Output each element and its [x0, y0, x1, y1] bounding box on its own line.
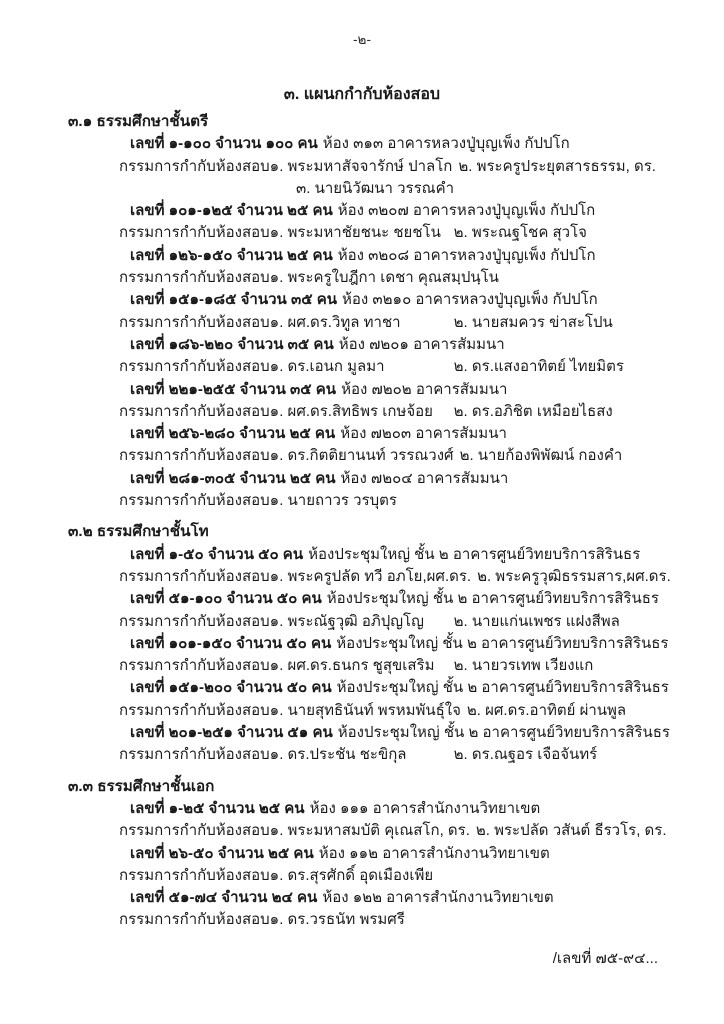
committee-line [0, 611, 724, 633]
exam-room-entry [0, 423, 724, 468]
seat-range: เลขที่ ๒๐๑-๒๕๑ จำนวน ๕๑ คน [130, 724, 333, 742]
room-location: ห้อง ๓๑๓ อาคารหลวงปู่บุญเพ็ง กัปปโก [322, 135, 570, 153]
continuation-note: /เลขที่ ๗๕-๙๔... [552, 949, 658, 967]
committee-line [0, 909, 724, 931]
exam-section [0, 776, 724, 932]
room-location: ห้อง ๓๒๐๘ อาคารหลวงปู่บุญเพ็ง กัปปโก [337, 246, 596, 264]
proctor-2: ๒. นายวรเทพ เวียงแก [453, 657, 594, 675]
proctor-2: ๒. พระครูประยุตสารธรรม, ดร. [458, 157, 656, 175]
proctor-1: ๑. ผศ.ดร.สิทธิพร เกษจ้อย [269, 402, 433, 420]
proctor-1: ๑. พระมหาชัยชนะ ชยชโน [269, 224, 441, 242]
exam-room-entry [0, 379, 724, 424]
seat-range-line [0, 843, 724, 865]
proctor-2: ๒. พระครูวุฒิธรรมสาร,ผศ.ดร. [477, 567, 671, 585]
committee-label: กรรมการกำกับห้องสอบ [119, 746, 270, 764]
seat-range: เลขที่ ๑-๑๐๐ จำนวน ๑๐๐ คน [130, 135, 318, 153]
exam-room-entry [0, 588, 724, 633]
seat-range: เลขที่ ๒๖-๕๐ จำนวน ๒๕ คน [130, 844, 314, 862]
proctor-1: ๑. พระณัฐวุฒิ อภิปุญโญ [269, 612, 424, 630]
document-title: ๓. แผนกกำกับห้องสอบ [283, 86, 441, 103]
proctor-1: ๑. ดร.เอนก มูลมา [269, 358, 385, 376]
seat-range-line [0, 200, 724, 222]
proctor-1: ๑. ผศ.ดร.วิทูล ทาชา [269, 313, 401, 331]
committee-label: กรรมการกำกับห้องสอบ [119, 567, 270, 585]
proctor-2: ๒. ดร.อภิชิต เหมือยไธสง [453, 402, 613, 420]
seat-range: เลขที่ ๑-๕๐ จำนวน ๕๐ คน [130, 545, 304, 563]
room-location: ห้องประชุมใหญ่ ชั้น ๒ อาคารศูนย์วิทยบริการสิรินธร [337, 724, 670, 742]
committee-label: กรรมการกำกับห้องสอบ [119, 701, 270, 719]
committee-line [0, 655, 724, 677]
exam-room-entry [0, 289, 724, 334]
proctor-2: ๒. พระณฐโชค สุวโจ [453, 224, 587, 242]
seat-range-line [0, 245, 724, 267]
seat-range-line [0, 334, 724, 356]
seat-range-line [0, 468, 724, 490]
proctor-2: ๒. นายแก่นเพชร แฝงสีพล [453, 612, 620, 630]
exam-room-entry [0, 798, 724, 843]
proctor-1: ๑. ดร.วรธนัท พรมศรี [269, 911, 405, 929]
exam-room-entry [0, 722, 724, 767]
section-heading: ๓.๒ ธรรมศึกษาชั้นโท [68, 523, 209, 541]
committee-label: กรรมการกำกับห้องสอบ [119, 657, 270, 675]
proctor-1: ๑. ดร.ประชัน ชะขิกุล [269, 746, 407, 764]
proctor-1: ๑. พระมหาสัจจารักษ์ ปาลโก [269, 157, 453, 175]
exam-section [0, 521, 724, 766]
room-location: ห้อง ๗๒๐๔ อาคารสัมมนา [340, 469, 509, 487]
seat-range: เลขที่ ๑๐๑-๑๕๐ จำนวน ๕๐ คน [130, 634, 332, 652]
exam-room-entry [0, 245, 724, 290]
seat-range: เลขที่ ๑๐๑-๑๒๕ จำนวน ๒๕ คน [130, 202, 333, 220]
exam-room-entry [0, 334, 724, 379]
committee-label: กรรมการกำกับห้องสอบ [119, 358, 270, 376]
seat-range-line [0, 588, 724, 610]
room-location: ห้องประชุมใหญ่ ชั้น ๒ อาคารศูนย์วิทยบริการสิรินธร [336, 634, 669, 652]
committee-line [0, 820, 724, 842]
room-location: ห้อง ๓๒๑๐ อาคารหลวงปู่บุญเพ็ง กัปปโก [342, 291, 598, 309]
proctor-1: ๑. ดร.กิตติยานนท์ วรรณวงศ์ [269, 447, 454, 465]
committee-line [0, 267, 724, 289]
proctor-2: ๒. ผศ.ดร.อาทิตย์ ผ่านพูล [466, 701, 627, 719]
proctor-1: ๑. ดร.สุรศักดิ์ อุดเมืองเพีย [269, 866, 434, 884]
room-location: ห้อง ๗๒๐๓ อาคารสัมมนา [340, 425, 507, 443]
committee-line [0, 156, 724, 178]
seat-range-line [0, 544, 724, 566]
section-entries [0, 133, 724, 512]
proctor-1: ๑. พระครูใบฎีกา เดชา คุณสมฺปนฺโน [269, 269, 499, 287]
exam-room-entry [0, 633, 724, 678]
seat-range-line [0, 677, 724, 699]
exam-room-entry [0, 133, 724, 200]
seat-range: เลขที่ ๒๘๑-๓๐๕ จำนวน ๒๕ คน [130, 469, 336, 487]
proctor-1: ๑. นายสุทธินันท์ พรหมพันธุ์ใจ [269, 701, 461, 719]
proctor-2: ๒. พระปลัด วสันต์ ธีรวโร, ดร. [475, 822, 667, 840]
room-location: ห้อง ๑๑๒ อาคารสำนักงานวิทยาเขต [318, 844, 550, 862]
proctor-3: ๓. นายนิวัฒนา วรรณคำ [296, 179, 455, 197]
proctor-1: ๑. พระครูปลัด ทวี อภโย,ผศ.ดร. [269, 567, 472, 585]
committee-line [0, 312, 724, 334]
seat-range: เลขที่ ๑๒๖-๑๕๐ จำนวน ๒๕ คน [130, 246, 333, 264]
seat-range: เลขที่ ๕๑-๗๔ จำนวน ๒๔ คน [130, 889, 318, 907]
room-location: ห้อง ๗๒๐๑ อาคารสัมมนา [338, 335, 505, 353]
section-entries [0, 544, 724, 767]
committee-line [0, 865, 724, 887]
committee-line [0, 744, 724, 766]
committee-line [0, 566, 724, 588]
exam-room-entry [0, 544, 724, 589]
seat-range: เลขที่ ๕๑-๑๐๐ จำนวน ๕๐ คน [130, 590, 322, 608]
proctor-2: ๒. ดร.ณฐอร เจือจันทร์ [453, 746, 598, 764]
committee-label: กรรมการกำกับห้องสอบ [119, 822, 270, 840]
seat-range: เลขที่ ๒๕๖-๒๘๐ จำนวน ๒๕ คน [130, 425, 336, 443]
committee-label: กรรมการกำกับห้องสอบ [119, 313, 270, 331]
room-location: ห้องประชุมใหญ่ ชั้น ๒ อาคารศูนย์วิทยบริการสิรินธร [336, 679, 669, 697]
proctor-2: ๒. ดร.แสงอาทิตย์ ไทยมิตร [453, 358, 624, 376]
seat-range-line [0, 798, 724, 820]
exam-room-entry [0, 843, 724, 888]
exam-section [0, 111, 724, 512]
seat-range-line [0, 423, 724, 445]
committee-line [0, 490, 724, 512]
room-location: ห้อง ๓๒๐๗ อาคารหลวงปู่บุญเพ็ง กัปปโก [337, 202, 596, 220]
proctor-3-line [0, 178, 724, 200]
seat-range-line [0, 289, 724, 311]
committee-line [0, 401, 724, 423]
seat-range-line [0, 722, 724, 744]
section-heading: ๓.๑ ธรรมศึกษาชั้นตรี [68, 113, 209, 130]
committee-line [0, 222, 724, 244]
committee-label: กรรมการกำกับห้องสอบ [119, 612, 270, 630]
section-heading: ๓.๓ ธรรมศึกษาชั้นเอก [68, 777, 215, 795]
committee-label: กรรมการกำกับห้องสอบ [119, 402, 270, 420]
committee-label: กรรมการกำกับห้องสอบ [119, 269, 270, 287]
committee-label: กรรมการกำกับห้องสอบ [119, 447, 270, 465]
committee-label: กรรมการกำกับห้องสอบ [119, 157, 270, 175]
seat-range: เลขที่ ๑๕๑-๒๐๐ จำนวน ๕๐ คน [130, 679, 332, 697]
proctor-2: ๒. นายก้องพิพัฒน์ กองคำ [459, 447, 623, 465]
seat-range: เลขที่ ๑-๒๕ จำนวน ๒๕ คน [130, 799, 305, 817]
committee-label: กรรมการกำกับห้องสอบ [119, 866, 270, 884]
exam-room-entry [0, 200, 724, 245]
room-location: ห้อง ๑๒๒ อาคารสำนักงานวิทยาเขต [322, 889, 554, 907]
committee-line [0, 356, 724, 378]
committee-label: กรรมการกำกับห้องสอบ [119, 224, 270, 242]
committee-label: กรรมการกำกับห้องสอบ [119, 911, 270, 929]
seat-range-line [0, 379, 724, 401]
seat-range: เลขที่ ๑๕๑-๑๘๕ จำนวน ๓๕ คน [130, 291, 338, 309]
proctor-1: ๑. นายถาวร วรบุตร [269, 492, 397, 510]
room-location: ห้องประชุมใหญ่ ชั้น ๒ อาคารศูนย์วิทยบริการสิรินธร [326, 590, 659, 608]
proctor-2: ๒. นายสมควร ข่าสะโปน [453, 313, 613, 331]
proctor-1: ๑. ผศ.ดร.ธนกร ชูสุขเสริม [269, 657, 435, 675]
section-entries [0, 798, 724, 932]
proctor-1: ๑. พระมหาสมบัติ คุเณสโก, ดร. [269, 822, 470, 840]
sections-container [0, 111, 724, 932]
seat-range-line [0, 633, 724, 655]
exam-room-entry [0, 887, 724, 932]
exam-room-entry [0, 468, 724, 513]
room-location: ห้องประชุมใหญ่ ชั้น ๒ อาคารศูนย์วิทยบริการสิรินธร [308, 545, 641, 563]
committee-line [0, 445, 724, 467]
exam-room-entry [0, 677, 724, 722]
seat-range: เลขที่ ๑๘๖-๒๒๐ จำนวน ๓๕ คน [130, 335, 334, 353]
seat-range-line [0, 133, 724, 155]
committee-label: กรรมการกำกับห้องสอบ [119, 492, 270, 510]
page-number: -๒- [353, 32, 371, 47]
room-location: ห้อง ๗๒๐๒ อาคารสัมมนา [341, 380, 508, 398]
seat-range: เลขที่ ๒๒๑-๒๕๕ จำนวน ๓๕ คน [130, 380, 337, 398]
committee-line [0, 700, 724, 722]
seat-range-line [0, 887, 724, 909]
room-location: ห้อง ๑๑๑ อาคารสำนักงานวิทยาเขต [309, 799, 541, 817]
